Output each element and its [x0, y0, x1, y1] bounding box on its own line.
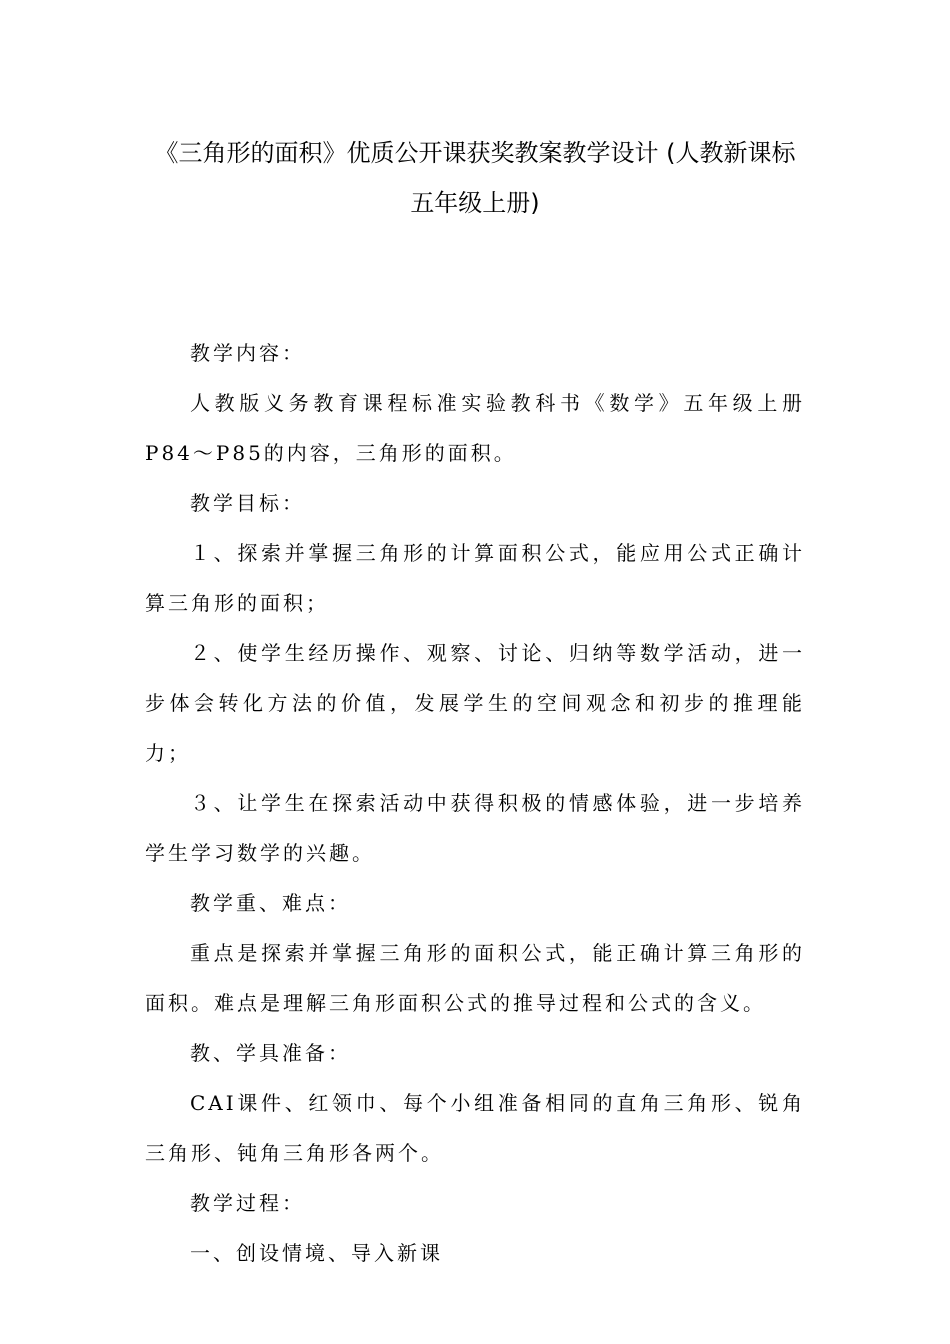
- objective-2: ２、使学生经历操作、观察、讨论、归纳等数学活动，进一步体会转化方法的价值，发展学生的空间观念和初步的推理能力；: [145, 641, 805, 765]
- document-title: 《三角形的面积》优质公开课获奖教案教学设计 (人教新课标五年级上册): [154, 139, 796, 217]
- section-heading-key-points: 教学重、难点：: [190, 891, 351, 915]
- process-step-1: 一、创设情境、导入新课: [190, 1241, 443, 1265]
- document-body: [145, 328, 805, 1278]
- paragraph-materials: CAI课件、红领巾、每个小组准备相同的直角三角形、锐角三角形、钝角三角形各两个。: [145, 1091, 805, 1165]
- section-heading-objectives: 教学目标：: [190, 491, 305, 515]
- paragraph-key-points: 重点是探索并掌握三角形的面积公式，能正确计算三角形的面积。难点是理解三角形面积公式的推导过程和公式的含义。: [145, 941, 805, 1015]
- paragraph-content: 人教版义务教育课程标准实验教科书《数学》五年级上册P84～P85的内容，三角形的面积。: [145, 391, 805, 465]
- section-heading-content: 教学内容：: [190, 341, 305, 365]
- section-heading-materials: 教、学具准备：: [190, 1041, 351, 1065]
- objective-3: ３、让学生在探索活动中获得积极的情感体验，进一步培养学生学习数学的兴趣。: [145, 791, 805, 865]
- section-heading-process: 教学过程：: [190, 1191, 305, 1215]
- objective-1: １、探索并掌握三角形的计算面积公式，能应用公式正确计算三角形的面积；: [145, 541, 805, 615]
